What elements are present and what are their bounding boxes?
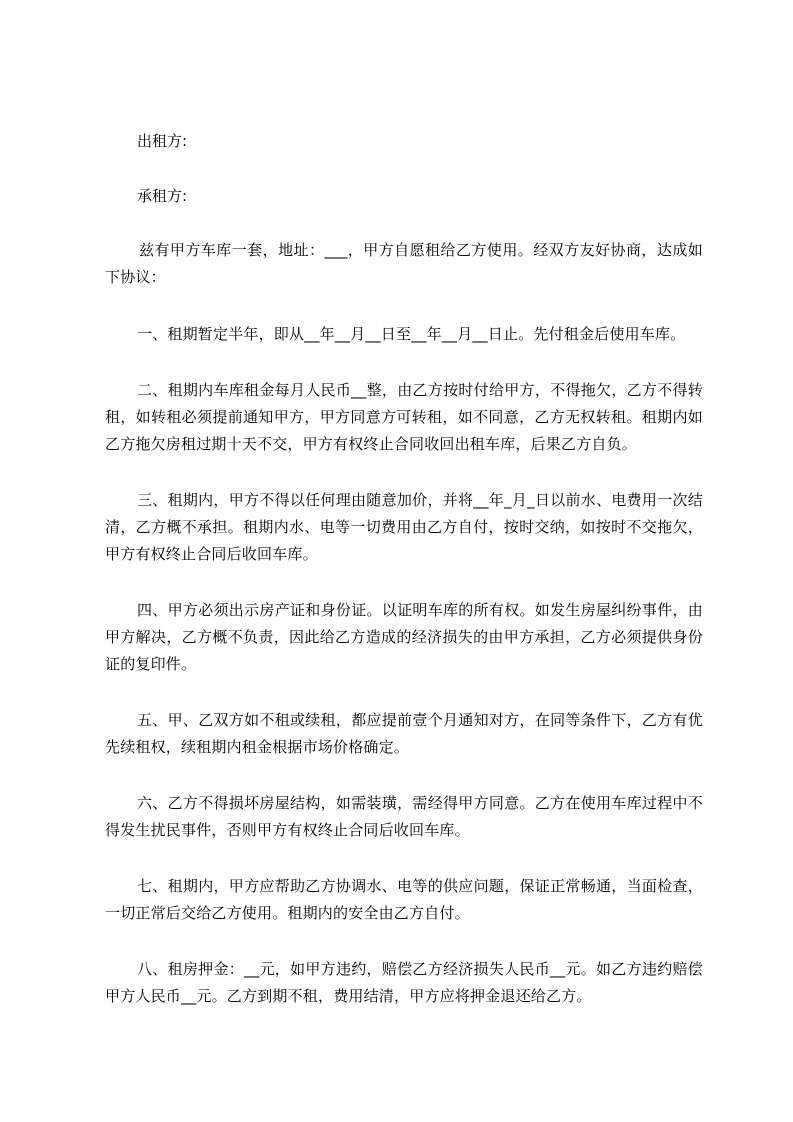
clause-3: 三、租期内，甲方不得以任何理由随意加价，并将__年_月_日以前水、电费用一次结清，乙方概不承担。租期内水、电等一切费用由乙方自付，按时交纳，如按时不交拖欠，甲方有权终止合同后收回车库。	[105, 491, 703, 563]
lessor-label: 出租方:	[137, 132, 188, 150]
clause-7: 七、租期内，甲方应帮助乙方协调水、电等的供应问题，保证正常畅通，当面检查，一切正常后交给乙方使用。租期内的安全由乙方自付。	[105, 877, 703, 922]
clause-1: 一、租期暂定半年，即从__年__月__日至__年__月__日止。先付租金后使用车库。	[137, 325, 686, 343]
intro-paragraph: 兹有甲方车库一套，地址：___，甲方自愿租给乙方使用。经双方友好协商，达成如下协议：	[105, 241, 703, 286]
clause-8: 八、租房押金：__元，如甲方违约，赔偿乙方经济损失人民币__元。如乙方违约赔偿甲方人民币__元。乙方到期不租，费用结清，甲方应将押金退还给乙方。	[105, 960, 703, 1005]
clause-6: 六、乙方不得损坏房屋结构，如需装璜，需经得甲方同意。乙方在使用车库过程中不得发生扰民事件，否则甲方有权终止合同后收回车库。	[105, 794, 703, 839]
clause-5: 五、甲、乙双方如不租或续租，都应提前壹个月通知对方，在同等条件下，乙方有优先续租权，续租期内租金根据市场价格确定。	[105, 711, 703, 756]
clause-4: 四、甲方必须出示房产证和身份证。以证明车库的所有权。如发生房屋纠纷事件，由甲方解决，乙方概不负责，因此给乙方造成的经济损失的由甲方承担，乙方必须提供身份证的复印件。	[105, 601, 703, 673]
lessee-label: 承租方:	[137, 187, 188, 205]
clause-2: 二、租期内车库租金每月人民币__整，由乙方按时付给甲方，不得拖欠，乙方不得转租，如转租必须提前通知甲方，甲方同意方可转租，如不同意，乙方无权转租。租期内如乙方拖欠房租过期十天不交，甲方有权终止合同收回出租车库，后果乙方自负。	[105, 381, 703, 453]
